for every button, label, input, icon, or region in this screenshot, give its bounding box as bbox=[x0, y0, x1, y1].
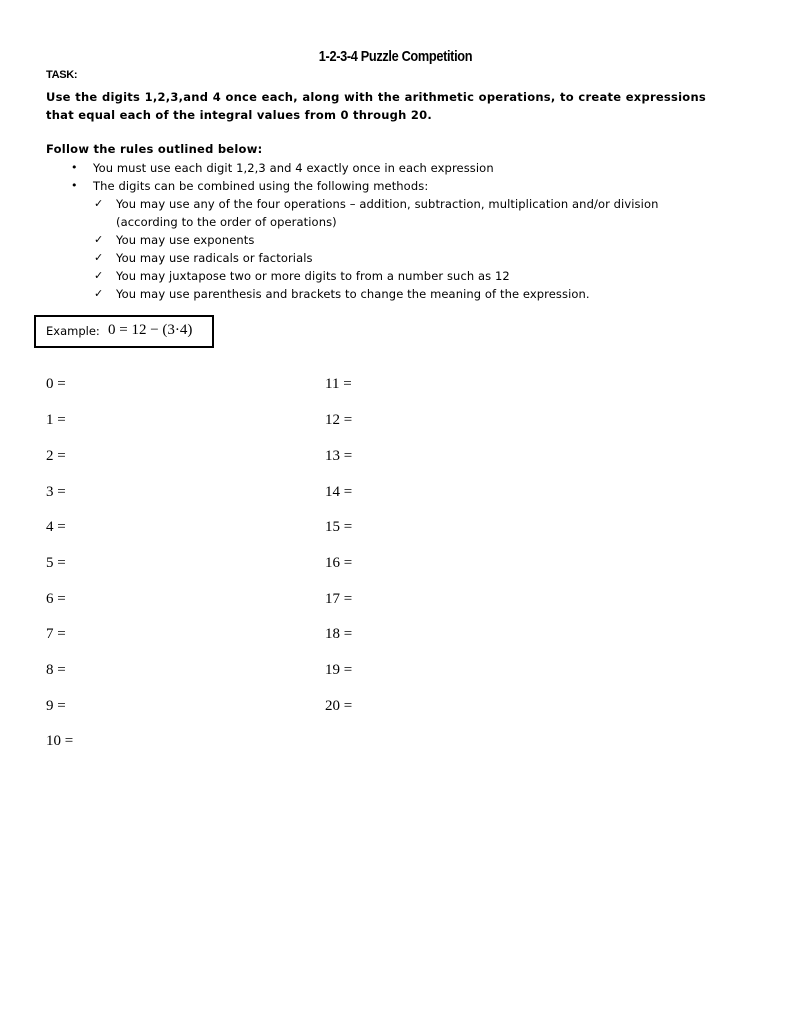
method-item bbox=[94, 267, 696, 285]
answer-line: 10 = bbox=[46, 733, 74, 749]
answer-line: 16 = bbox=[325, 555, 353, 571]
rule-bullet bbox=[71, 177, 429, 195]
answer-line: 1 = bbox=[46, 412, 66, 428]
rule-text: The digits can be combined using the following methods: bbox=[93, 179, 429, 193]
rule-bullet bbox=[71, 159, 494, 177]
answer-line: 11 = bbox=[325, 376, 352, 392]
method-item bbox=[94, 195, 696, 231]
example-box bbox=[34, 315, 214, 348]
answer-line: 9 = bbox=[46, 698, 66, 714]
answer-line: 19 = bbox=[325, 662, 353, 678]
answer-line: 0 = bbox=[46, 376, 66, 392]
answer-line: 8 = bbox=[46, 662, 66, 678]
answer-line: 4 = bbox=[46, 519, 66, 535]
task-label: TASK: bbox=[46, 69, 78, 81]
rule-text: You must use each digit 1,2,3 and 4 exactly once in each expression bbox=[93, 161, 494, 175]
checkmark-icon: ✓ bbox=[94, 251, 104, 264]
checkmark-icon: ✓ bbox=[94, 233, 104, 246]
answer-line: 5 = bbox=[46, 555, 66, 571]
task-instructions: Use the digits 1,2,3,and 4 once each, along with the arithmetic operations, to create expressions that equal each of the integral values from 0 through 20. bbox=[46, 90, 706, 122]
checkmark-icon: ✓ bbox=[94, 287, 104, 300]
page-title: 1-2-3-4 Puzzle Competition bbox=[318, 48, 473, 65]
answer-line: 12 = bbox=[325, 412, 353, 428]
answer-line: 3 = bbox=[46, 484, 66, 500]
answer-line: 17 = bbox=[325, 591, 353, 607]
method-text: You may use exponents bbox=[116, 233, 255, 247]
answer-line: 7 = bbox=[46, 626, 66, 642]
answer-line: 20 = bbox=[325, 698, 353, 714]
method-text: You may juxtapose two or more digits to from a number such as 12 bbox=[116, 269, 510, 283]
answer-line: 15 = bbox=[325, 519, 353, 535]
answer-line: 6 = bbox=[46, 591, 66, 607]
checkmark-icon: ✓ bbox=[94, 197, 104, 210]
bullet-icon: • bbox=[71, 161, 78, 174]
answer-line: 14 = bbox=[325, 484, 353, 500]
method-item bbox=[94, 231, 696, 249]
example-expression: 0 = 12 − (3·4) bbox=[108, 322, 193, 338]
rules-heading: Follow the rules outlined below: bbox=[46, 142, 263, 156]
answer-line: 18 = bbox=[325, 626, 353, 642]
bullet-icon: • bbox=[71, 179, 78, 192]
answer-line: 13 = bbox=[325, 448, 353, 464]
checkmark-icon: ✓ bbox=[94, 269, 104, 282]
method-item bbox=[94, 249, 696, 267]
method-text: You may use any of the four operations – addition, subtraction, multiplication and/or division (according to the order of operations) bbox=[116, 197, 659, 229]
answer-line: 2 = bbox=[46, 448, 66, 464]
method-text: You may use parenthesis and brackets to change the meaning of the expression. bbox=[116, 287, 590, 301]
method-item bbox=[94, 285, 696, 303]
example-label: Example: bbox=[46, 324, 100, 338]
method-text: You may use radicals or factorials bbox=[116, 251, 313, 265]
